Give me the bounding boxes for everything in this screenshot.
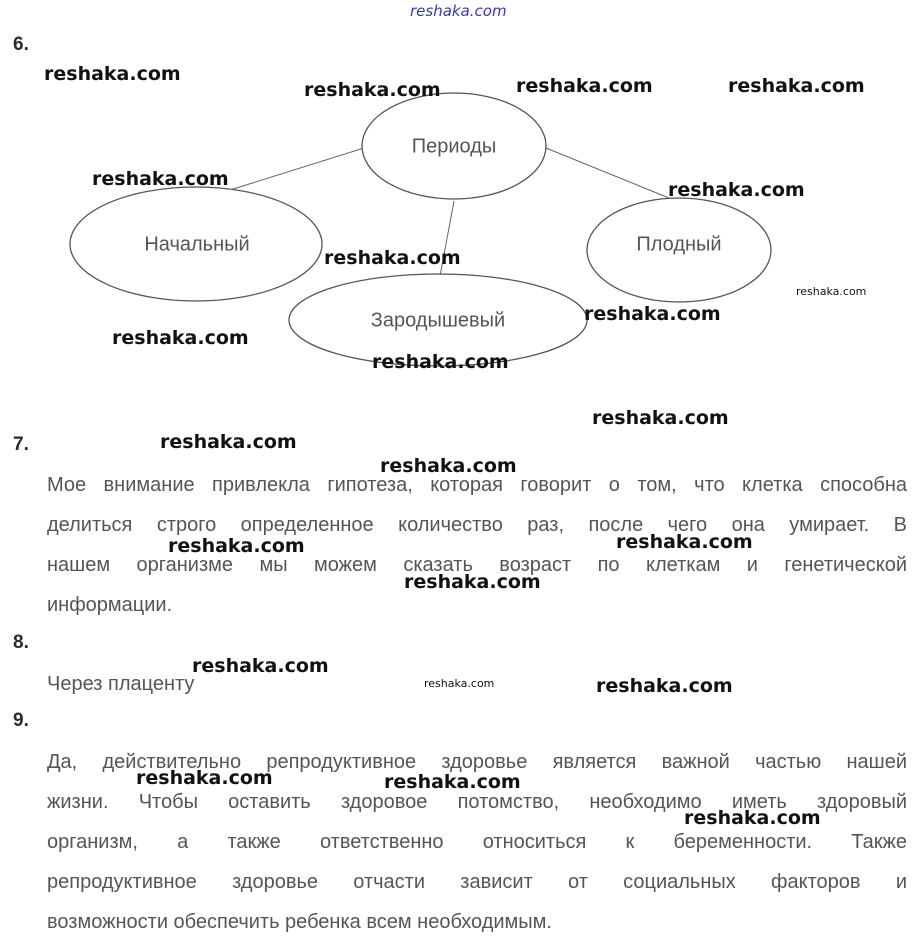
- watermark: reshaka.com: [516, 75, 653, 97]
- watermark: reshaka.com: [324, 247, 461, 269]
- watermark: reshaka.com: [728, 75, 865, 97]
- task-7-line-1: Мое внимание привлекла гипотеза, которая говорит о том, что клетка способна: [47, 474, 907, 496]
- watermark: reshaka.com: [596, 675, 733, 697]
- task-9-line-5: возможности обеспечить ребенка всем необходимым.: [47, 911, 552, 933]
- watermark: reshaka.com: [372, 351, 509, 373]
- node-fetal: [587, 198, 771, 302]
- watermark: reshaka.com: [616, 531, 753, 553]
- watermark: reshaka.com: [380, 455, 517, 477]
- watermark: reshaka.com: [160, 431, 297, 453]
- watermark: reshaka.com: [424, 677, 495, 690]
- node-center-label: Периоды: [411, 135, 497, 158]
- node-center: [362, 93, 546, 199]
- task-8-number: 8.: [13, 632, 29, 653]
- watermark: reshaka.com: [304, 79, 441, 101]
- watermark: reshaka.com: [112, 327, 249, 349]
- node-initial: [70, 187, 322, 301]
- watermark: reshaka.com: [192, 655, 329, 677]
- task-7-line-4: информации.: [47, 594, 173, 616]
- task-9-number: 9.: [13, 710, 29, 731]
- watermark: reshaka.com: [668, 179, 805, 201]
- watermark: reshaka.com: [92, 168, 229, 190]
- task-9-line-2: жизни. Чтобы оставить здоровое потомство, необходимо иметь здоровый: [47, 791, 907, 813]
- task-9-line-4: репродуктивное здоровье отчасти зависит от социальных факторов и: [47, 871, 907, 893]
- watermark: reshaka.com: [404, 571, 541, 593]
- watermark-top: reshaka.com: [410, 2, 507, 20]
- watermark: reshaka.com: [584, 303, 721, 325]
- watermark: reshaka.com: [592, 407, 729, 429]
- watermark: reshaka.com: [44, 63, 181, 85]
- node-embryonic-label: Зародышевый: [370, 309, 506, 332]
- watermark: reshaka.com: [384, 771, 521, 793]
- task-9-line-3: организм, а также ответственно относиться к беременности. Также: [47, 831, 907, 853]
- task-7-line-2: делиться строго определенное количество раз, после чего она умирает. В: [47, 514, 907, 536]
- task-9-line-1: Да, действительно репродуктивное здоровье является важной частью нашей: [47, 751, 907, 773]
- node-fetal-label: Плодный: [636, 233, 722, 256]
- connector-center-to-fetal: [546, 148, 674, 200]
- watermark: reshaka.com: [796, 285, 867, 298]
- task-8-answer: Через плаценту: [47, 673, 195, 695]
- node-initial-label: Начальный: [144, 233, 250, 256]
- watermark: reshaka.com: [168, 535, 305, 557]
- task-7-number: 7.: [13, 434, 29, 455]
- connector-center-to-initial: [230, 148, 364, 190]
- task-7-line-3: нашем организме мы можем сказать возраст по клеткам и генетической: [47, 554, 907, 576]
- watermark: reshaka.com: [684, 807, 821, 829]
- watermark: reshaka.com: [136, 767, 273, 789]
- task-6-number: 6.: [13, 34, 29, 55]
